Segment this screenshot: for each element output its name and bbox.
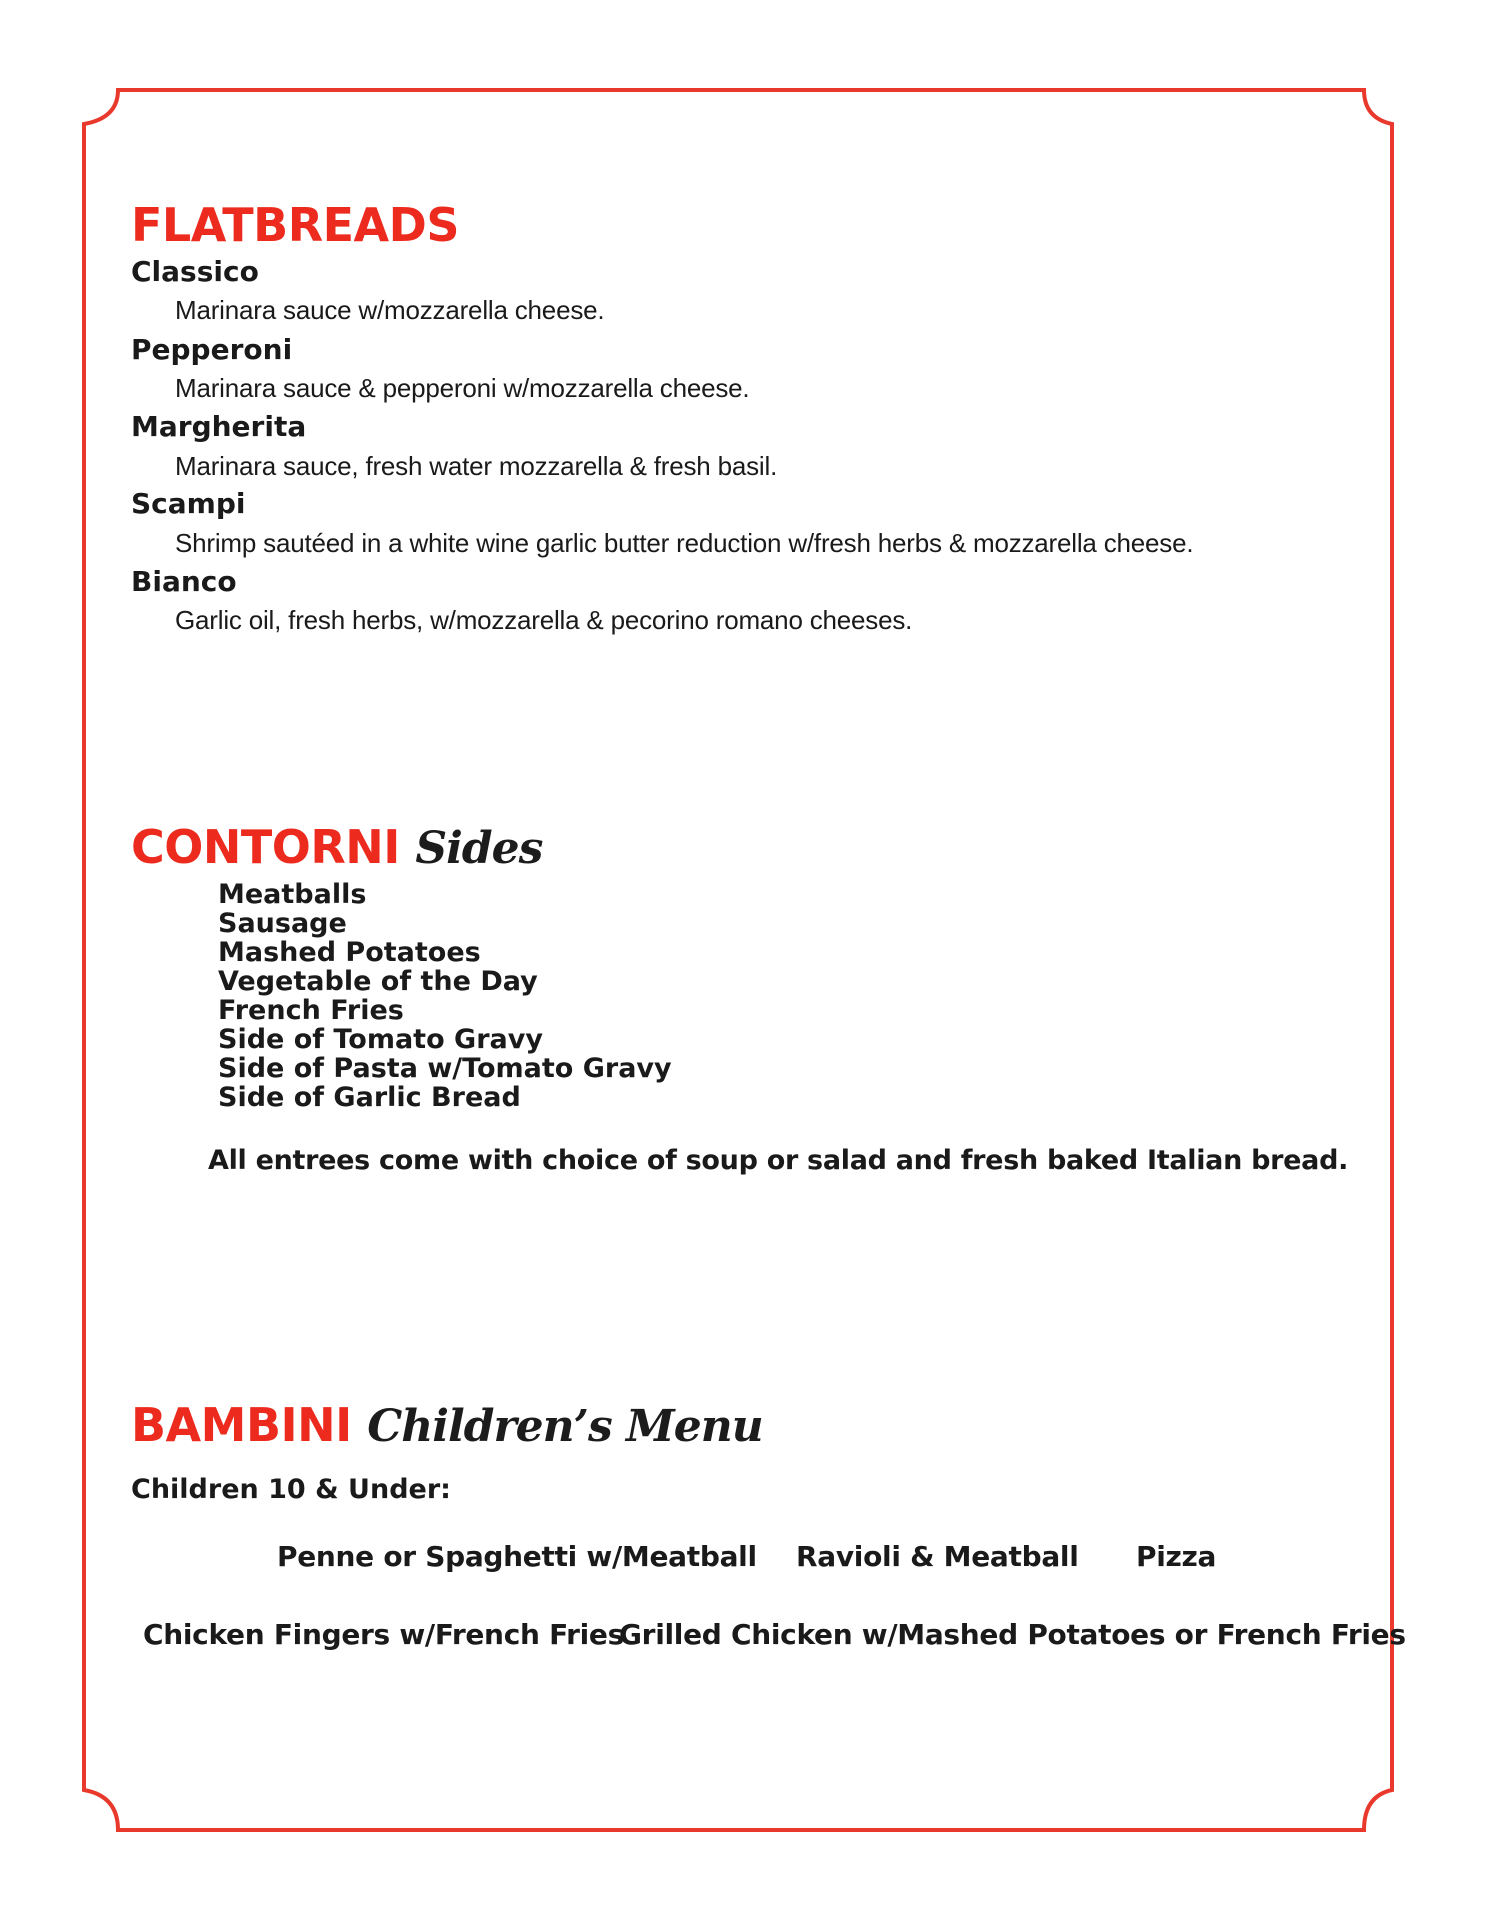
flatbread-name-scampi: Scampi [131, 487, 246, 520]
sides-list [218, 880, 672, 1112]
side-item: Side of Tomato Gravy [218, 1024, 543, 1055]
flatbread-desc-classico: Marinara sauce w/mozzarella cheese. [175, 295, 605, 325]
side-item: Vegetable of the Day [218, 966, 538, 997]
kids-item-ravioli: Ravioli & Meatball [796, 1540, 1079, 1573]
bambini-title [131, 1398, 763, 1452]
flatbread-desc-pepperoni: Marinara sauce & pepperoni w/mozzarella cheese. [175, 373, 750, 403]
side-item: French Fries [218, 995, 404, 1026]
bambini-title-text: BAMBINI [131, 1398, 352, 1452]
kids-item-grilled-chicken: Grilled Chicken w/Mashed Potatoes or French Fries [619, 1618, 1406, 1651]
flatbread-name-classico: Classico [131, 255, 259, 288]
flatbread-name-margherita: Margherita [131, 410, 307, 443]
side-item: Sausage [218, 908, 347, 939]
flatbread-name-pepperoni: Pepperoni [131, 333, 293, 366]
children-age-note: Children 10 & Under: [131, 1474, 451, 1505]
side-item: Meatballs [218, 879, 367, 910]
flatbread-desc-margherita: Marinara sauce, fresh water mozzarella & fresh basil. [175, 451, 778, 481]
entrees-note: All entrees come with choice of soup or salad and fresh baked Italian bread. [208, 1145, 1349, 1176]
contorni-title-text: CONTORNI [131, 820, 400, 874]
side-item: Side of Garlic Bread [218, 1082, 521, 1113]
contorni-script-subtitle: Sides [415, 823, 543, 874]
bambini-script-subtitle: Children’s Menu [367, 1401, 763, 1452]
flatbreads-title: FLATBREADS [131, 198, 459, 252]
kids-item-chicken-fingers: Chicken Fingers w/French Fries [143, 1618, 624, 1651]
kids-item-pizza: Pizza [1136, 1540, 1217, 1573]
contorni-title [131, 820, 543, 874]
side-item: Side of Pasta w/Tomato Gravy [218, 1053, 672, 1084]
flatbread-desc-bianco: Garlic oil, fresh herbs, w/mozzarella & pecorino romano cheeses. [175, 605, 913, 635]
kids-item-penne-spaghetti: Penne or Spaghetti w/Meatball [277, 1540, 757, 1573]
flatbread-desc-scampi: Shrimp sautéed in a white wine garlic butter reduction w/fresh herbs & mozzarella cheese. [175, 528, 1194, 558]
side-item: Mashed Potatoes [218, 937, 481, 968]
flatbread-name-bianco: Bianco [131, 565, 237, 598]
